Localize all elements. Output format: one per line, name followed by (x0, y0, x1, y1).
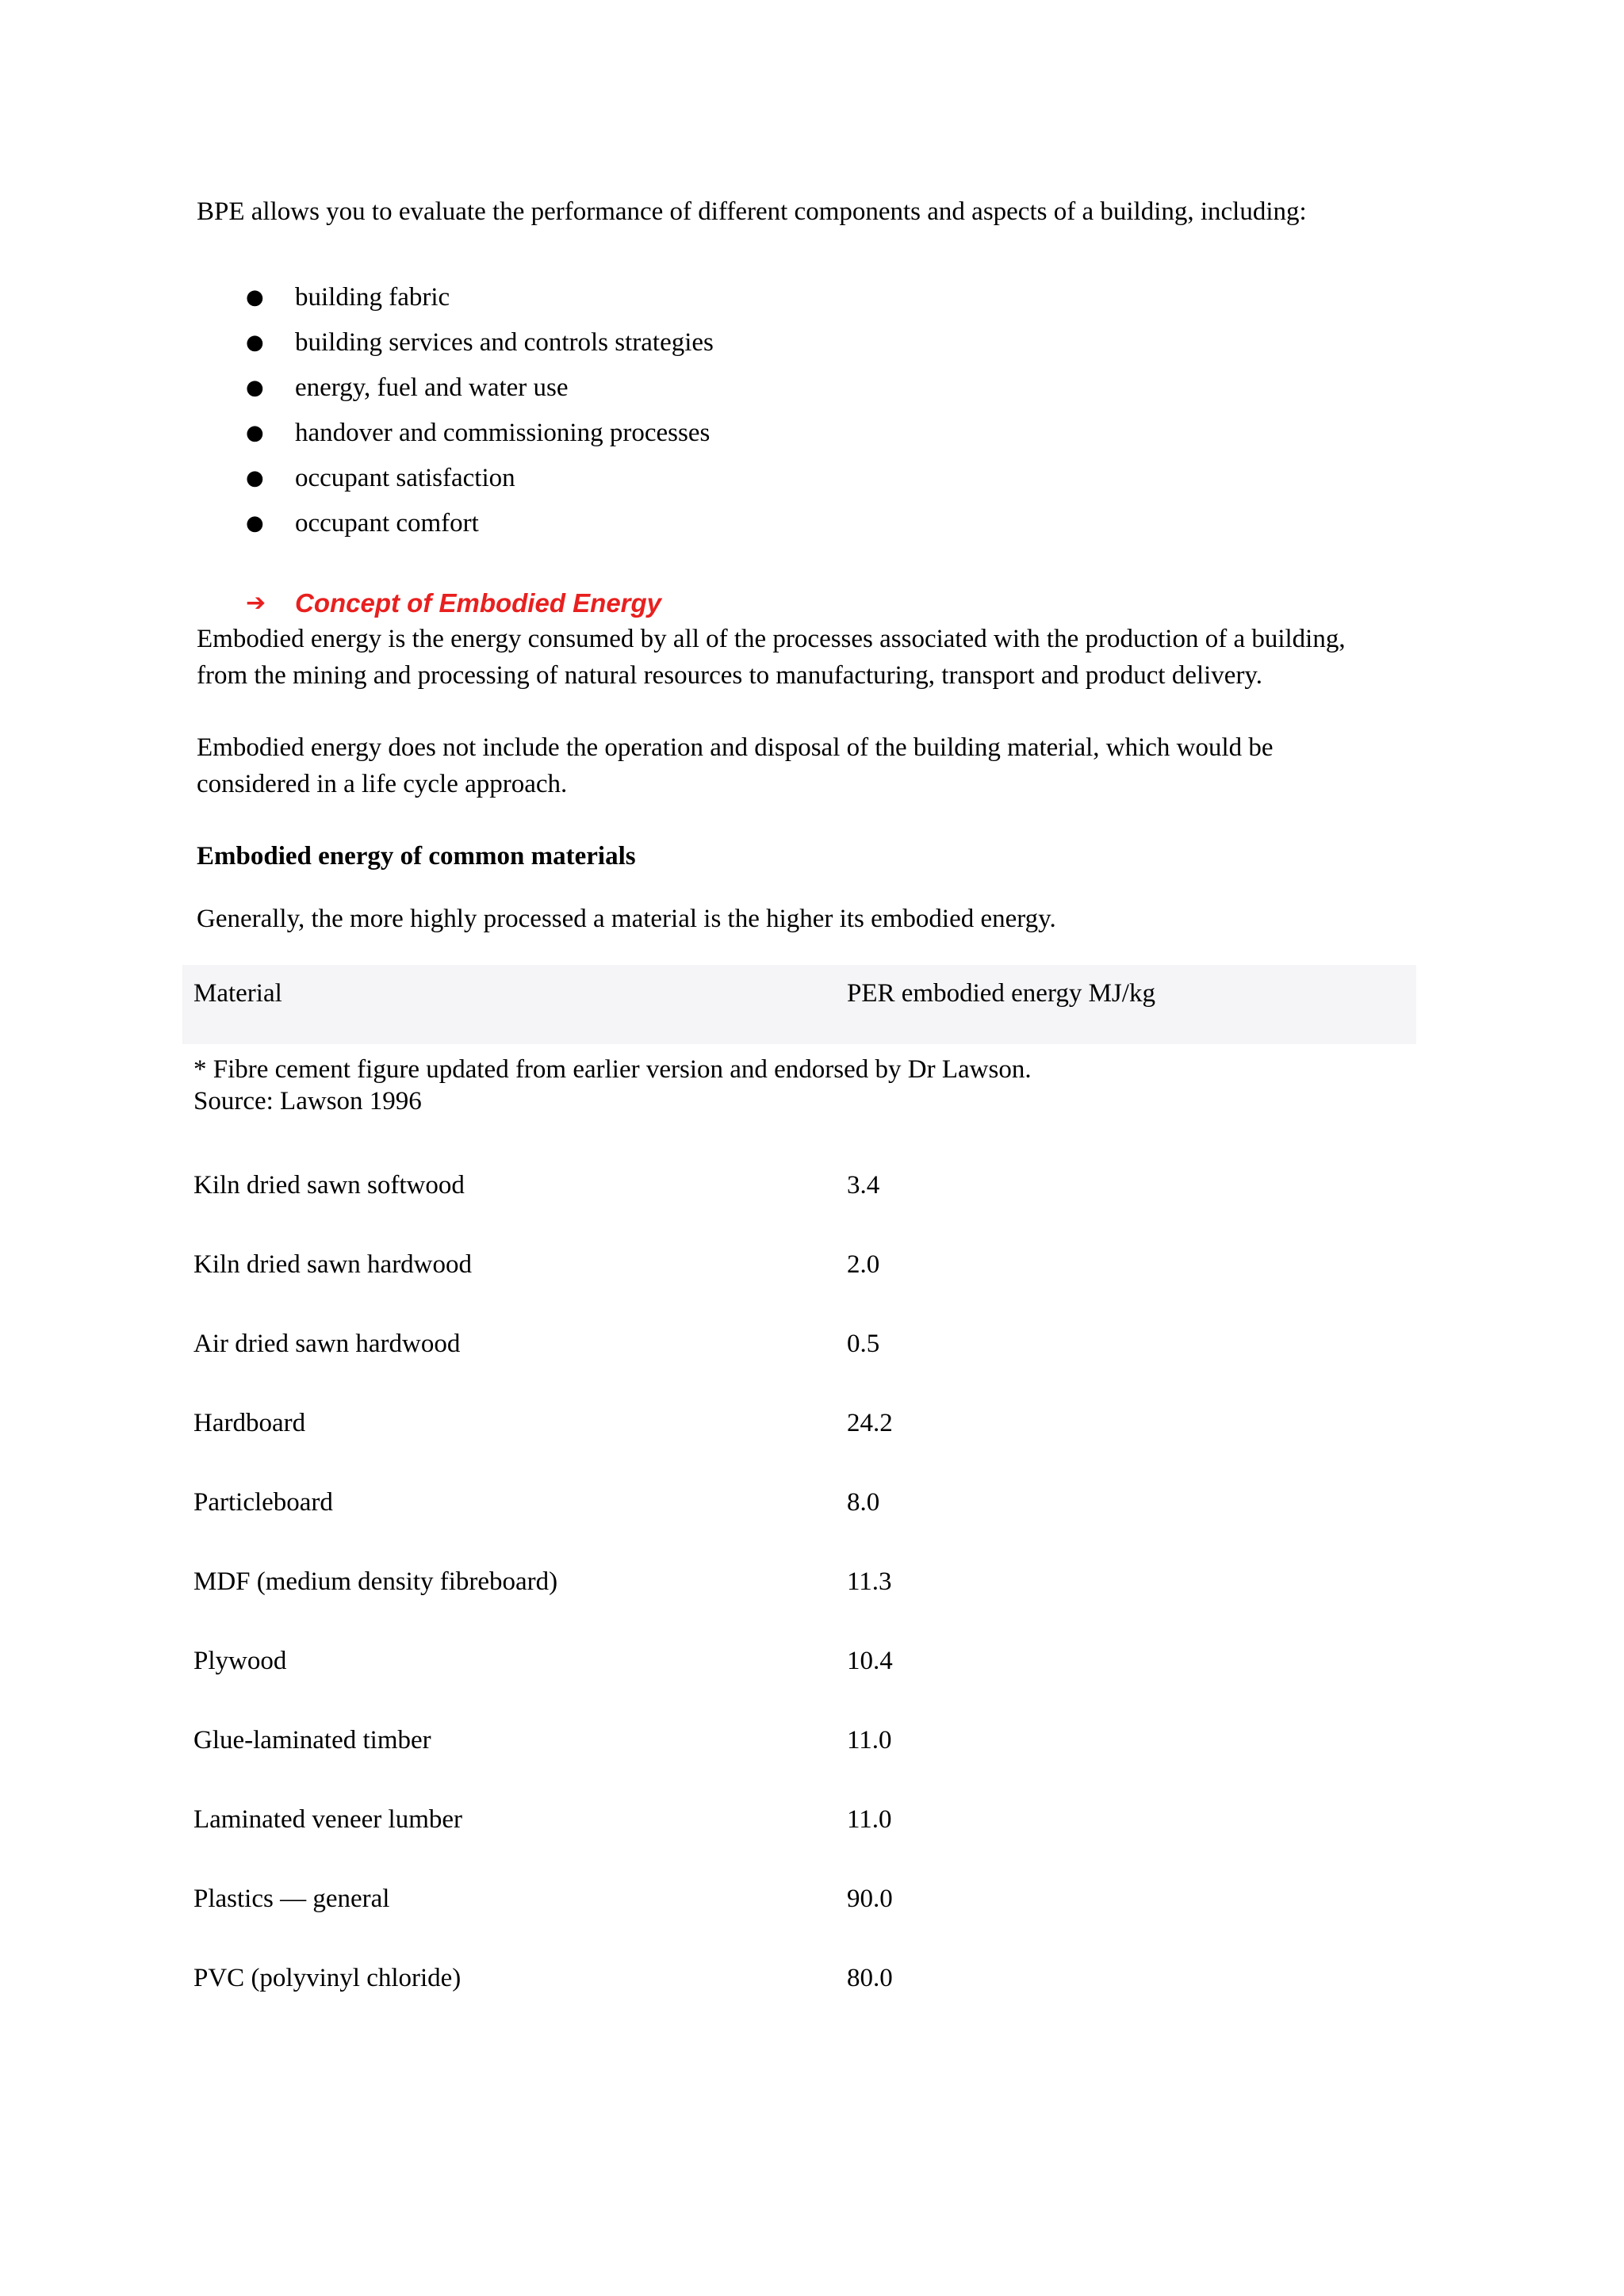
column-header-material: Material (193, 979, 282, 1008)
table-header (182, 965, 1416, 1044)
energy-value-cell: 11.3 (847, 1567, 892, 1596)
bullet-icon: ● (246, 466, 264, 490)
table-row (193, 1563, 1416, 1643)
list-item-text: handover and commissioning processes (295, 419, 710, 447)
bullet-icon: ● (246, 376, 264, 400)
section-heading: Concept of Embodied Energy (295, 588, 662, 618)
table-row (193, 1167, 1416, 1246)
bullet-icon: ● (246, 511, 264, 535)
list-item-text: occupant comfort (295, 509, 479, 538)
list-item-text: occupant satisfaction (295, 464, 515, 492)
material-cell: Kiln dried sawn softwood (193, 1171, 465, 1200)
table-row (193, 1960, 1416, 2039)
table-body (193, 1167, 1416, 2039)
bullet-icon: ● (246, 421, 264, 445)
table-row (193, 1246, 1416, 1326)
list-item-text: building services and controls strategies (295, 328, 714, 357)
list-item-text: building fabric (295, 283, 450, 312)
paragraph-line: Embodied energy is the energy consumed by all of the processes associated with the production of a building, (197, 625, 1346, 653)
energy-value-cell: 3.4 (847, 1171, 880, 1200)
bullet-icon: ● (246, 331, 264, 354)
subheading: Embodied energy of common materials (197, 842, 636, 871)
energy-value-cell: 2.0 (847, 1250, 880, 1279)
table-row (193, 1484, 1416, 1563)
energy-value-cell: 11.0 (847, 1805, 892, 1834)
table-row (193, 1643, 1416, 1722)
material-cell: Laminated veneer lumber (193, 1805, 463, 1834)
material-cell: Hardboard (193, 1409, 306, 1437)
energy-value-cell: 0.5 (847, 1330, 880, 1358)
material-cell: MDF (medium density fibreboard) (193, 1567, 558, 1596)
material-cell: Plywood (193, 1647, 287, 1675)
intro-paragraph: BPE allows you to evaluate the performance of different components and aspects of a building, including: (197, 197, 1307, 226)
column-header-energy: PER embodied energy MJ/kg (847, 979, 1155, 1008)
bullet-icon: ● (246, 285, 264, 309)
paragraph: Generally, the more highly processed a material is the higher its embodied energy. (197, 905, 1056, 933)
paragraph-line: from the mining and processing of natural resources to manufacturing, transport and product delivery. (197, 661, 1263, 690)
table-row (193, 1722, 1416, 1801)
energy-value-cell: 90.0 (847, 1885, 893, 1913)
energy-value-cell: 80.0 (847, 1964, 893, 1992)
paragraph-line: considered in a life cycle approach. (197, 770, 568, 798)
energy-value-cell: 11.0 (847, 1726, 892, 1755)
energy-value-cell: 8.0 (847, 1488, 880, 1517)
material-cell: PVC (polyvinyl chloride) (193, 1964, 462, 1992)
table-row (193, 1881, 1416, 1960)
table-row (193, 1801, 1416, 1881)
energy-value-cell: 24.2 (847, 1409, 893, 1437)
table-row (193, 1326, 1416, 1405)
material-cell: Kiln dried sawn hardwood (193, 1250, 473, 1279)
table-row (193, 1405, 1416, 1484)
paragraph-line: Embodied energy does not include the operation and disposal of the building material, which would be (197, 733, 1274, 762)
arrow-icon: ➔ (246, 589, 266, 617)
note-line: * Fibre cement figure updated from earlier version and endorsed by Dr Lawson. (193, 1055, 1032, 1084)
material-cell: Air dried sawn hardwood (193, 1330, 461, 1358)
source-line: Source: Lawson 1996 (193, 1087, 422, 1115)
table-note (193, 1054, 1032, 1117)
material-cell: Particleboard (193, 1488, 333, 1517)
material-cell: Plastics — general (193, 1885, 390, 1913)
material-cell: Glue-laminated timber (193, 1726, 431, 1755)
list-item-text: energy, fuel and water use (295, 373, 569, 402)
energy-value-cell: 10.4 (847, 1647, 893, 1675)
